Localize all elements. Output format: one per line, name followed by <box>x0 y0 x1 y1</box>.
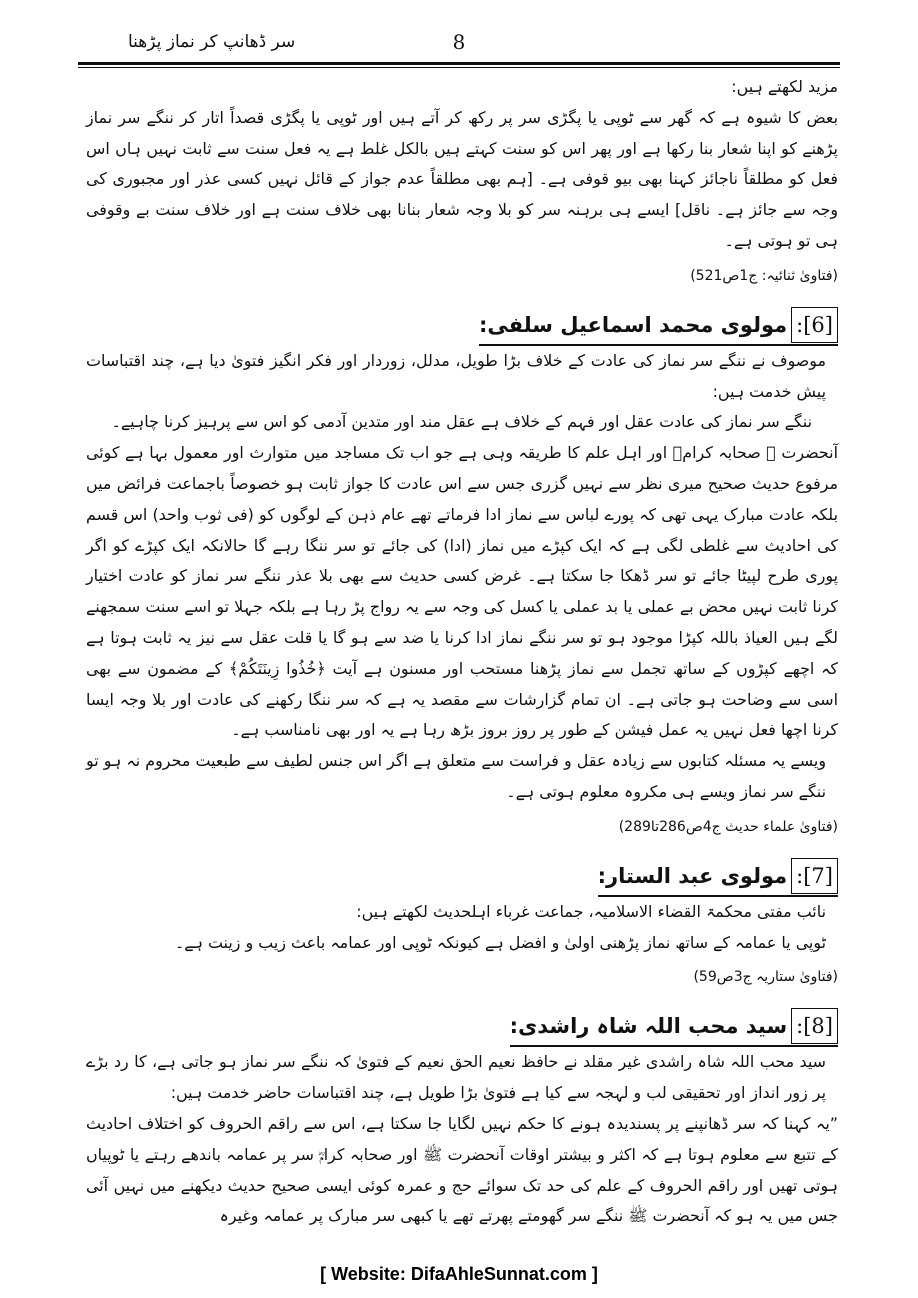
section-title: مولوی محمد اسماعیل سلفی: <box>478 312 788 337</box>
website-footer: [ Website: DifaAhleSunnat.com ] <box>320 1264 598 1284</box>
section-number: [7]: <box>791 858 838 894</box>
page-number: 8 <box>452 30 466 54</box>
section-6 <box>86 303 838 840</box>
paragraph: ٹوپی یا عمامہ کے ساتھ نماز پڑھنی اولیٰ و افضل ہے کیونکہ ٹوپی اور عمامہ باعث زیب و زینت ہے۔ <box>174 932 826 952</box>
paragraph: ننگے سر نماز کی عادت عقل اور فہم کے خلاف ہے عقل مند اور متدین آدمی کو اس سے پرہیز کرنا چاہیے۔ <box>111 412 812 432</box>
section-title: سید محب اللہ شاہ راشدی: <box>509 1014 788 1039</box>
section-7 <box>86 854 838 991</box>
intro-quote: بعض کا شیوہ ہے کہ گھر سے ٹوپی یا پگڑی سر پر رکھ کر آتے ہیں اور ٹوپی یا پگڑی قصداً اتار کر ننگے سر نماز پڑھنے کو اپنا شعار بنا رکھا ہے اور پھر اس کو سنت کہتے ہیں بالکل غلط ہے یہ فعل سنت سے ثابت نہیں ہاں اس فعل کو مطلقاً ناجائز کہنا بھی بیو قوفی ہے۔ [ہم بھی مطلقاً عدم جواز کے قائل نہیں کسی عذر اور مجبوری کی وجہ سے جائز ہے۔ ناقل] ایسے ہی برہنہ سر کو بلا وجہ شعار بنانا بھی خلاف سنت ہے اور خلاف سنت بے وقوفی ہی تو ہوتی ہے۔ <box>86 107 838 250</box>
section-reference: (فتاویٰ علماء حدیث ج4ص286تا289) <box>618 818 838 835</box>
section-intro: موصوف نے ننگے سر نماز کی عادت کے خلاف بڑا طویل، مدلل، زوردار اور فکر انگیز فتویٰ دیا ہے، چند اقتباسات پیش خدمت ہیں: <box>86 350 826 401</box>
section-reference: (فتاویٰ ستاریہ ج3ص59) <box>693 969 838 986</box>
section-number: [8]: <box>791 1008 838 1044</box>
section-number: [6]: <box>791 307 838 343</box>
section-heading <box>510 1008 838 1047</box>
intro-reference: (فتاویٰ ثنائیہ: ج1ص521) <box>690 267 838 284</box>
intro-lead: مزید لکھتے ہیں: <box>731 77 838 96</box>
paragraph: ویسے یہ مسئلہ کتابوں سے زیادہ عقل و فراست سے متعلق ہے اگر اس جنس لطیف سے طبعیت محروم نہ ہو تو ننگے سر نماز ویسے ہی مکروہ معلوم ہوتی ہے۔ <box>86 751 826 801</box>
paragraph: ”یہ کہنا کہ سر ڈھانپنے پر پسندیدہ ہونے کا حکم نہیں لگایا جا سکتا ہے، اس سے راقم الحروف کو اختلاف احادیث کے تتبع سے معلوم ہوتا ہے کہ اکثر و بیشتر اوقات آنحضرت ﷺ اور صحابہ کرامؓ سر پر عمامہ باندھے رہتے یا ٹوپیاں ہوتی تھیں اور راقم الحروف کے علم کی حد تک سوائے حج و عمرہ کوئی ایسی صحیح حدیث دیکھنے میں نہیں آئی جس میں یہ ہو کہ آنحضرت ﷺ ننگے سر گھومتے پھرتے تھے یا کبھی سر مبارک پر عمامہ وغیرہ <box>86 1113 838 1226</box>
section-heading <box>479 307 838 346</box>
running-title: سر ڈھانپ کر نماز پڑھنا <box>128 32 296 52</box>
section-intro: نائب مفتی محکمۃ القضاء الاسلامیہ، جماعت غرباء اہلحدیث لکھتے ہیں: <box>356 901 826 921</box>
section-heading <box>598 858 838 897</box>
header-rule-thin <box>78 67 840 68</box>
section-intro: سید محب اللہ شاہ راشدی غیر مقلد نے حافظ نعیم الحق نعیم کے فتویٰ کہ ننگے سر نماز ہو جاتی ہے، کا رد بڑے پر زور انداز اور تحقیقی لب و لہجہ سے کیا ہے فتویٰ بڑا طویل ہے، چند اقتباسات حاضر خدمت ہیں: <box>86 1052 826 1103</box>
section-8 <box>86 1004 838 1232</box>
paragraph: آنحضرت ﷺ صحابہ کرامؓ اور اہل علم کا طریقہ وہی ہے جو اب تک مساجد میں متوارث اور معمول بہا ہے کوئی مرفوع حدیث صحیح میری نظر سے نہیں گزری جس سے اس عادت کا جواز ثابت ہو خصوصاً باجماعت فرائض میں بلکہ عادت مبارک یہی تھی کہ پورے لباس سے نماز ادا فرماتے تھے عام ذہن کے لوگوں کو (فی ثوب واحد) اس قسم کی احادیث سے غلطی لگی ہے کہ ایک کپڑے میں نماز (ادا) کی جائے تو سر ننگا رہے گا حالانکہ ایک کپڑے کو اگر پوری طرح لپیٹا جائے تو سر ڈھکا جا سکتا ہے۔ غرض کسی حدیث سے بھی بلا عذر ننگے سر نماز کو عادت اختیار کرنا ثابت نہیں محض بے عملی یا بد عملی یا کسل کی وجہ سے یہ رواج پڑ رہا ہے بلکہ جہلا تو اسے سنت سمجھنے لگے ہیں العیاذ باللہ کپڑا موجود ہو تو سر ننگے نماز ادا کرنا یا ضد سے ہو گا یا قلت عقل سے نیز یہ ثابت ہوتا ہے کہ اچھے کپڑوں کے ساتھ تجمل سے نماز پڑھنا مستحب اور مسنون ہے آیت ﴿خُذُوا زِينَتَكُمْ﴾ کے مضمون سے بھی اسی سے وضاحت ہو جاتی ہے۔ ان تمام گزارشات سے مقصد یہ ہے کہ سر ننگا رکھنے کی عادت اور بلا وجہ ایسا کرنا اچھا فعل نہیں یہ عمل فیشن کے طور پر روز بروز بڑھ رہا ہے یہ اور بھی نامناسب ہے۔ <box>86 443 838 740</box>
header-rule-thick <box>78 62 840 65</box>
section-title: مولوی عبد الستار: <box>597 863 788 888</box>
page-body <box>86 72 838 1232</box>
